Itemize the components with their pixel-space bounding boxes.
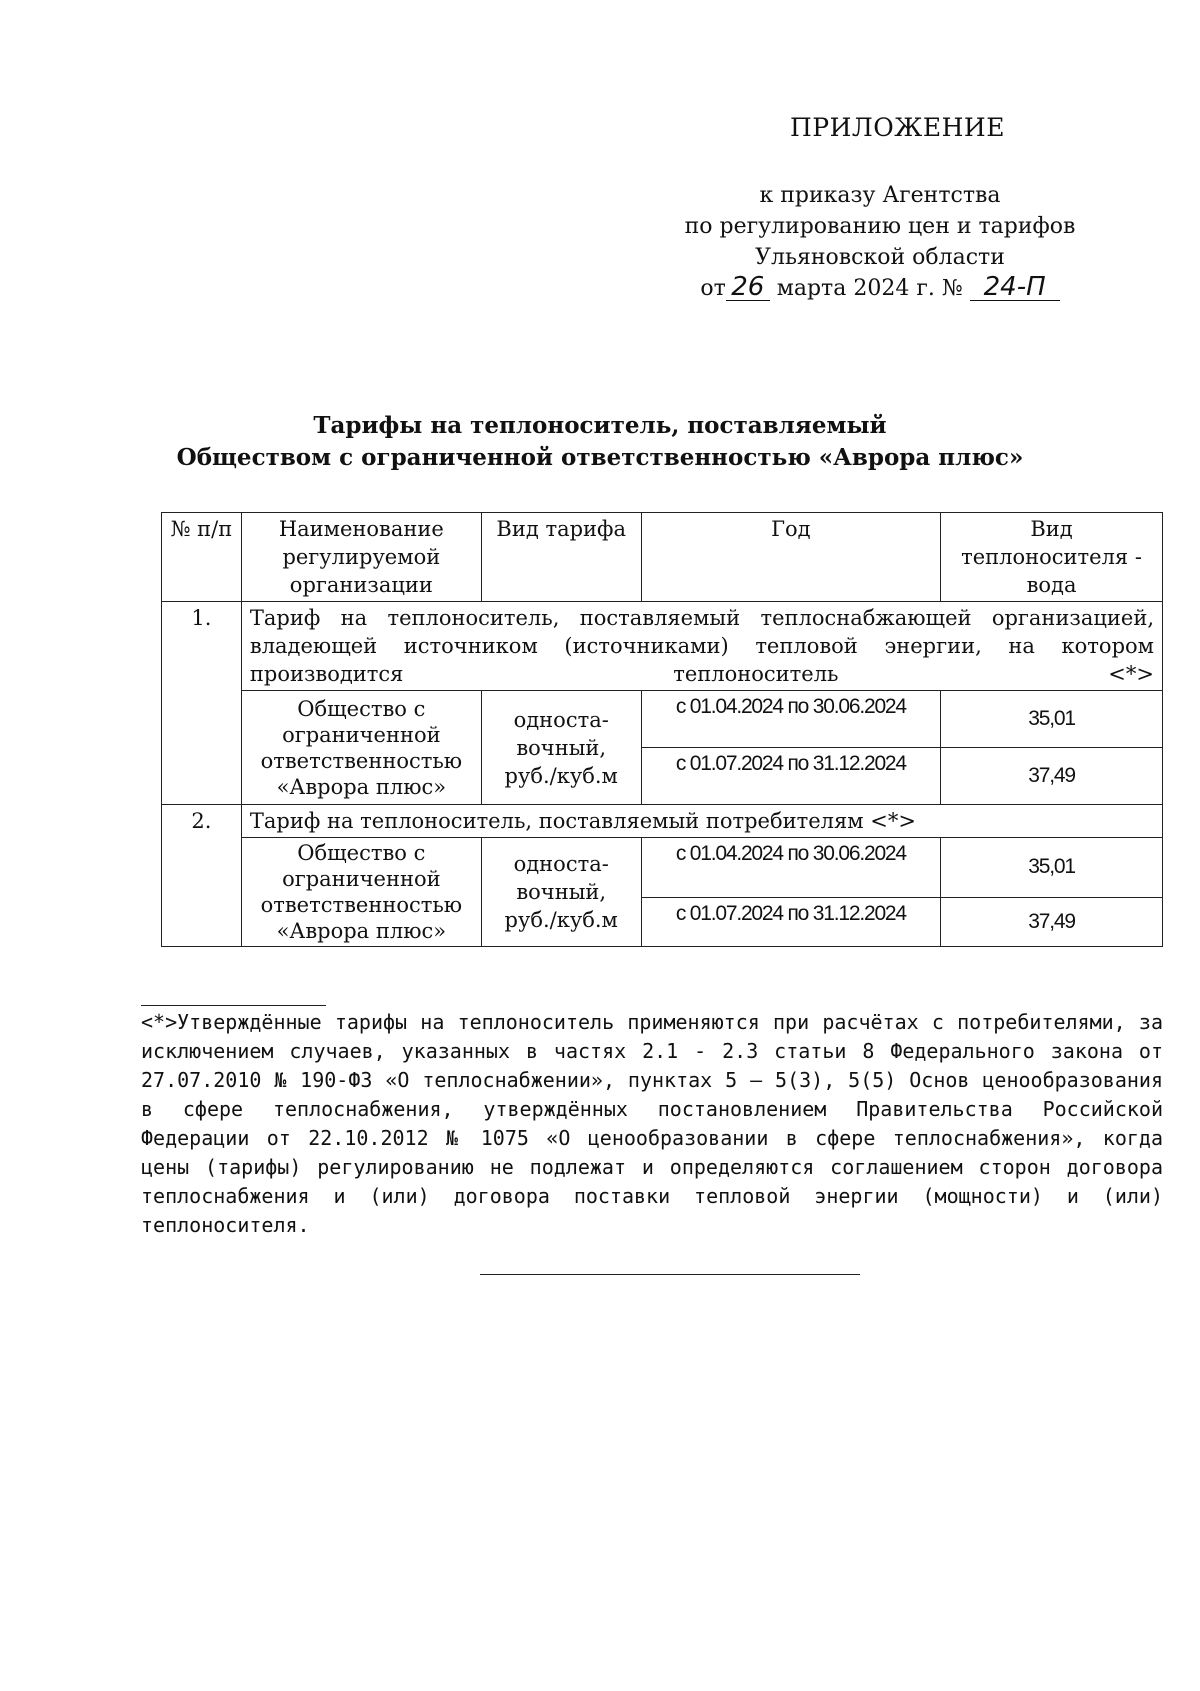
- org-name-cell: Общество с ограниченной ответственностью «Аврора плюс»: [241, 838, 481, 947]
- value-cell: 37,49: [941, 748, 1163, 805]
- date-day-handwritten: 26: [726, 274, 770, 301]
- value-cell: 35,01: [941, 691, 1163, 748]
- order-line-2: по регулированию цен и тарифов: [684, 214, 1076, 239]
- order-reference: [640, 180, 1120, 304]
- tariff-type-cell: односта-вочный, руб./куб.м: [481, 838, 641, 947]
- header-year: Год: [641, 513, 940, 602]
- section-caption-row: [162, 805, 1163, 838]
- value-cell: 35,01: [941, 838, 1163, 898]
- appendix-heading: ПРИЛОЖЕНИЕ: [790, 113, 1005, 142]
- header-carrier: Вид теплоносителя - вода: [941, 513, 1163, 602]
- tariff-type-cell: односта-вочный, руб./куб.м: [481, 691, 641, 805]
- period-cell: с 01.04.2024 по 30.06.2024: [641, 838, 940, 898]
- period-cell: с 01.07.2024 по 31.12.2024: [641, 748, 940, 805]
- title-line-2: Обществом с ограниченной ответственностью «Аврора плюс»: [176, 444, 1024, 471]
- value-cell: 37,49: [941, 897, 1163, 946]
- tariff-table: [161, 512, 1163, 947]
- section-caption-row: [162, 602, 1163, 691]
- table-row: [162, 838, 1163, 898]
- order-date-line: [640, 273, 1120, 304]
- footnote-separator: [141, 1005, 326, 1006]
- org-name-cell: Общество с ограниченной ответственностью «Аврора плюс»: [241, 691, 481, 805]
- section-caption: Тариф на теплоноситель, поставляемый теплоснабжающей организацией, владеющей источником (источниками) тепловой энергии, на котором производится теплоноситель <*>: [241, 602, 1162, 691]
- header-type: Вид тарифа: [481, 513, 641, 602]
- section-num: 2.: [162, 805, 242, 947]
- order-line-3: Ульяновской области: [755, 245, 1005, 270]
- period-cell: с 01.04.2024 по 30.06.2024: [641, 691, 940, 748]
- header-org: Наименование регулируемой организации: [241, 513, 481, 602]
- section-num: 1.: [162, 602, 242, 805]
- order-number-handwritten: 24-П: [970, 274, 1060, 301]
- table-row: [162, 691, 1163, 748]
- footnote-text: <*>Утверждённые тарифы на теплоноситель применяются при расчётах с потребителями, за исключением случаев, указанных в частях 2.1 - 2.3 статьи 8 Федерального закона от 27.07.2010 № 190-ФЗ «О теплоснабжении», пунктах 5 – 5(3), 5(5) Основ ценообразования в сфере теплоснабжения, утверждённых постановлением Правительства Российской Федерации от 22.10.2012 № 1075 «О ценообразовании в сфере теплоснабжения», когда цены (тарифы) регулированию не подлежат и определяются соглашением сторон договора теплоснабжения и (или) договора поставки тепловой энергии (мощности) и (или) теплоносителя.: [141, 1010, 1163, 1237]
- section-caption: Тариф на теплоноситель, поставляемый потребителям <*>: [241, 805, 1162, 838]
- document-title: [160, 410, 1040, 474]
- header-num: № п/п: [162, 513, 242, 602]
- end-of-document-line: [480, 1274, 860, 1275]
- order-line-1: к приказу Агентства: [759, 183, 1001, 208]
- table-header-row: [162, 513, 1163, 602]
- period-cell: с 01.07.2024 по 31.12.2024: [641, 897, 940, 946]
- date-prefix: от: [700, 276, 726, 301]
- title-line-1: Тарифы на теплоноситель, поставляемый: [313, 412, 887, 439]
- date-text: марта 2024 г. №: [776, 276, 963, 301]
